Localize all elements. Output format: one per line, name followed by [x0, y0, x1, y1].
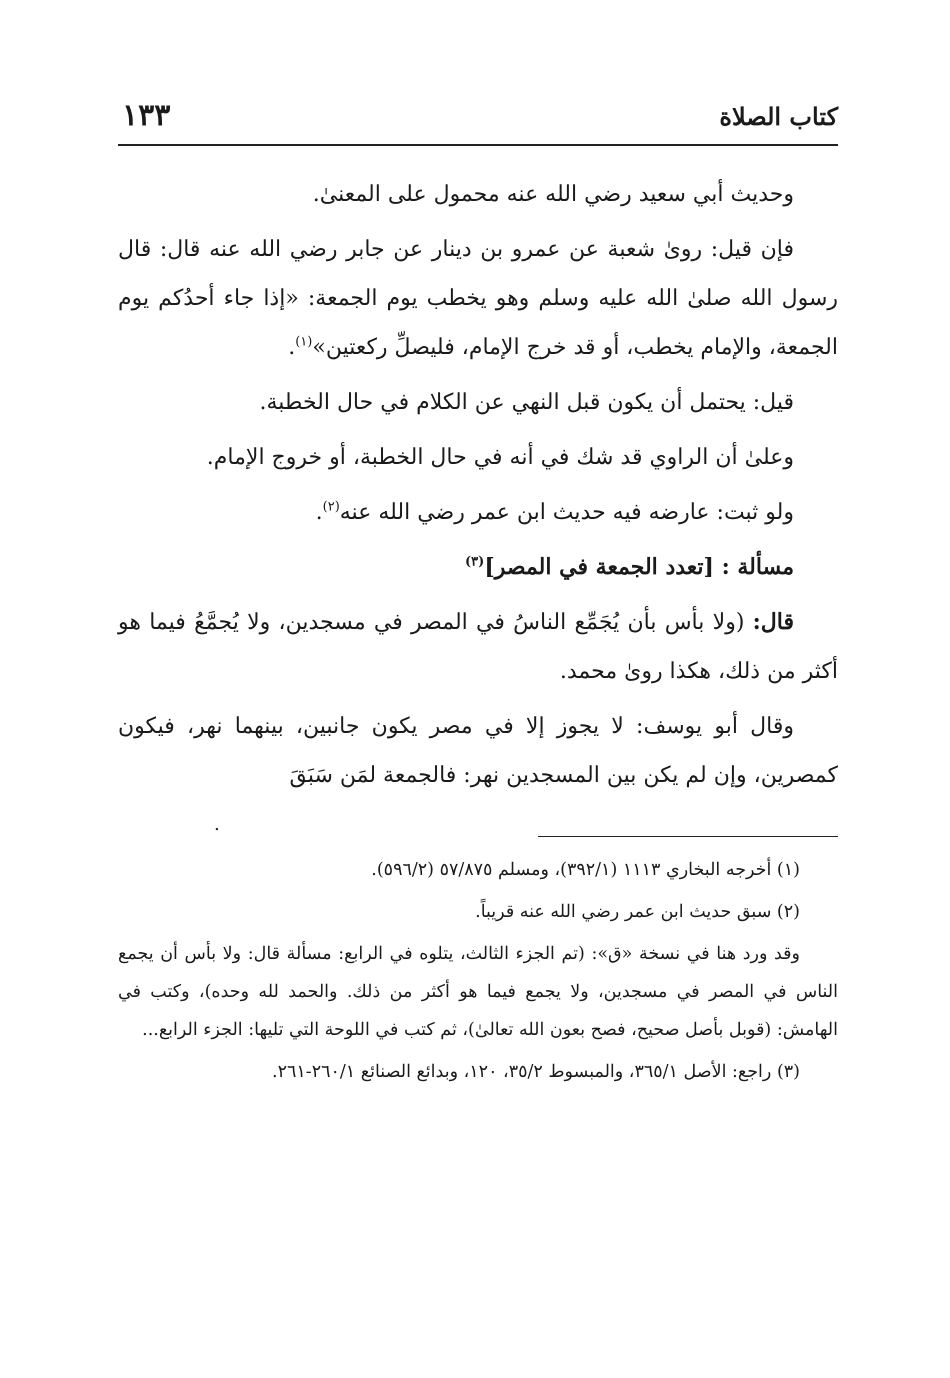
paragraph-2-text: فإن قيل: روىٰ شعبة عن عمرو بن دينار عن جابر رضي الله عنه قال: قال رسول الله صلىٰ الله عليه وسلم وهو يخطب يوم الجمعة: «إذا جاء أحدُكم يوم الجمعة، والإمام يخطب، أو قد خرج الإمام، فليصلِّ ركعتين» — [118, 237, 838, 360]
book-page — [118, 92, 838, 1095]
paragraph-6-text: (ولا بأس بأن يُجَمِّع الناسُ في المصر في مسجدين، ولا يُجمَّعُ فيما هو أكثر من ذلك، هكذا روىٰ محمد. — [118, 610, 838, 684]
footnote-ref-3[interactable]: (٣) — [465, 554, 485, 570]
stray-mark-dot: . — [214, 814, 220, 835]
main-text — [118, 170, 838, 835]
footnote-ref-1[interactable]: (١) — [295, 334, 313, 350]
footnote-2: (٢) سبق حديث ابن عمر رضي الله عنه قريباً. — [475, 902, 800, 922]
paragraph-2 — [118, 225, 838, 372]
paragraph-5-end: . — [315, 500, 323, 525]
section-heading — [118, 543, 838, 592]
paragraph-5 — [118, 488, 838, 537]
footnote-2-continuation: وقد ورد هنا في نسخة «ق»: (تم الجزء الثالث، يتلوه في الرابع: مسألة قال: ولا بأس أن يجمع الناس في المصر في مسجدين، ولا يجمع فيما هو أكثر من ذلك. والحمد لله وحده)، وكتب في الهامش: (قوبل بأصل صحيح، فصح بعون الله تعالىٰ)، ثم كتب في اللوحة التي تليها: الجزء الرابع... — [118, 944, 838, 1040]
paragraph-5-text: ولو ثبت: عارضه فيه حديث ابن عمر رضي الله عنه — [339, 500, 794, 525]
section-heading-text: مسألة : [تعدد الجمعة في المصر] — [484, 554, 794, 580]
paragraph-2-end: . — [288, 335, 296, 360]
paragraph-3: قيل: يحتمل أن يكون قبل النهي عن الكلام في حال الخطبة. — [259, 390, 794, 415]
chapter-title: كتاب الصلاة — [719, 102, 838, 131]
running-header — [118, 92, 838, 146]
footnote-ref-2[interactable]: (٢) — [322, 499, 340, 515]
footnote-3: (٣) راجع: الأصل ٣٦٥/١، والمبسوط ٣٥/٢، ١٢٠، وبدائع الصنائع ٢٦٠/١-٢٦١. — [272, 1062, 800, 1082]
paragraph-4: وعلىٰ أن الراوي قد شك في أنه في حال الخطبة، أو خروج الإمام. — [206, 445, 794, 470]
paragraph-6-lead: قال: — [752, 609, 794, 635]
paragraph-6 — [118, 598, 838, 696]
paragraph-7: وقال أبو يوسف: لا يجوز إلا في مصر يكون جانبين، بينهما نهر، فيكون كمصرين، وإن لم يكن بين المسجدين نهر: فالجمعة لمَن سَبَقَ — [118, 714, 838, 788]
footnotes — [118, 851, 838, 1091]
footnote-separator — [538, 836, 838, 837]
page-number: ١٣٣ — [122, 98, 171, 133]
stray-mark — [118, 806, 838, 835]
footnote-1: (١) أخرجه البخاري ١١١٣ (٣٩٢/١)، ومسلم ٥٧/٨٧٥ (٥٩٦/٢). — [371, 860, 800, 880]
paragraph-1: وحديث أبي سعيد رضي الله عنه محمول على المعنىٰ. — [312, 182, 794, 207]
